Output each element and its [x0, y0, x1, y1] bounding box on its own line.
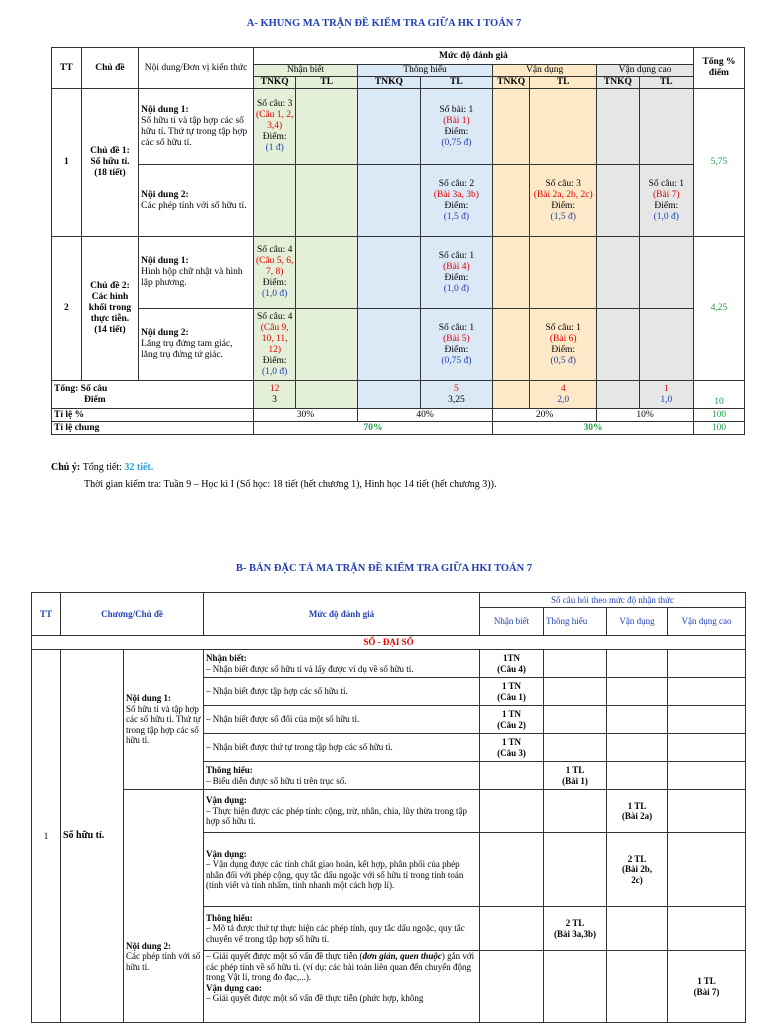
nb-tl-cell	[296, 165, 358, 237]
note-exam-time: Thời gian kiểm tra: Tuần 9 – Học kì I (Số học: 18 tiết (hết chương 1), Hình học 14 tiết (hết chương 3)).	[84, 479, 497, 490]
th-tl-cell: Số câu: 1 (Bài 4) Điểm: (1,0 đ)	[420, 237, 492, 309]
level-cell: Vận dụng: – Vận dụng được các tính chất giao hoán, kết hợp, phân phối của phép nhân đối với phép cộng, quy tắc dấu ngoặc với số hữu tỉ trong tính toán (tính viết và tính nhẩm, tính nhanh một cách hợp lí).	[204, 833, 480, 907]
level-cell: Thông hiểu: – Mô tả được thứ tự thực hiện các phép tính, quy tắc dấu ngoặc, quy tắc chuyển vế trong tập hợp số hữu tỉ.	[204, 907, 480, 951]
level-cell: Vận dụng: – Thực hiện được các phép tính: cộng, trừ, nhân, chia, lũy thừa trong tập hợp số hữu tỉ.	[204, 790, 480, 833]
totals-nb: 12 3	[253, 381, 296, 409]
content-cell: Nội dung 1: Hình hộp chữ nhật và hình lập phương.	[139, 237, 254, 309]
vdc-cell: 1 TL (Bài 7)	[668, 951, 746, 1023]
col-level: Mức độ đánh giá	[204, 593, 480, 636]
vd-tnkq-cell	[493, 89, 530, 165]
nb-cell: 1TN (Câu 4)	[480, 650, 544, 678]
vdc-tnkq-cell	[597, 165, 640, 237]
col-total: Tổng % điểm	[693, 48, 744, 89]
vdc-tl-cell	[639, 237, 693, 309]
level-th: Thông hiểu	[358, 65, 493, 77]
vd-tl-cell	[530, 89, 597, 165]
spec-table	[31, 592, 746, 1023]
ratio-label: Tỉ lệ %	[52, 409, 254, 422]
level-cell: Thông hiểu: – Biểu diễn được số hữu tỉ trên trục số.	[204, 762, 480, 790]
level-vd: Vận dụng	[493, 65, 597, 77]
nb-tnkq-cell: Số câu: 4 (Câu 5, 6, 7, 8) Điểm: (1,0 đ)	[253, 237, 296, 309]
level-vdc: Vận dụng cao	[597, 65, 694, 77]
vd-cell: 1 TL (Bài 2a)	[607, 790, 668, 833]
totals-label: Tổng: Số câu Điểm	[52, 381, 254, 409]
section-a-title: A- KHUNG MA TRẬN ĐỀ KIỂM TRA GIỮA HK I TOÁN 7	[246, 18, 522, 29]
th-tl-cell: Số câu: 2 (Bài 3a, 3b) Điểm: (1,5 đ)	[420, 165, 492, 237]
level-cell: Nhận biết: – Nhận biết được số hữu tỉ và lấy được ví dụ về số hữu tỉ.	[204, 650, 480, 678]
vd-tnkq-cell	[493, 309, 530, 381]
col-tt: TT	[32, 593, 61, 636]
ratio-nb: 30%	[253, 409, 357, 422]
note-total-hours: Chú ý: Tổng tiết: 32 tiết.	[51, 462, 154, 473]
th-tl-cell: Số bài: 1 (Bài 1) Điểm: (0,75 đ)	[420, 89, 492, 165]
matrix-table	[51, 47, 745, 435]
row-topic: Chủ đề 1: Số hữu tỉ. (18 tiết)	[81, 89, 138, 237]
th-tl-cell: Số câu: 1 (Bài 5) Điểm: (0,75 đ)	[420, 309, 492, 381]
col-th: Thông hiểu	[544, 608, 607, 636]
ratio-common-total: 100	[693, 422, 744, 435]
vdc-tl-cell	[639, 309, 693, 381]
row-total: 4,25	[693, 237, 744, 381]
section-b-title: B- BẢN ĐẶC TẢ MA TRẬN ĐỀ KIỂM TRA GIỮA HKI TOÁN 7	[235, 563, 533, 574]
sub-tl: TL	[420, 77, 492, 89]
vd-tnkq-cell	[493, 237, 530, 309]
th-tnkq-cell	[358, 89, 421, 165]
content-cell: Nội dung 2: Lăng trụ đứng tam giác, lăng trụ đứng tứ giác.	[139, 309, 254, 381]
totals-grand: 10	[693, 381, 744, 409]
sub-tl: TL	[296, 77, 358, 89]
vdc-tnkq-cell	[597, 309, 640, 381]
nb-tl-cell	[296, 237, 358, 309]
nb-cell: 1 TN (Câu 3)	[480, 734, 544, 762]
nb-tl-cell	[296, 309, 358, 381]
sub-tnkq: TNKQ	[253, 77, 296, 89]
vdc-tl-cell	[639, 89, 693, 165]
level-cell: – Nhận biết được tập hợp các số hữu tỉ.	[204, 678, 480, 706]
th-tnkq-cell	[358, 165, 421, 237]
ratio-vd: 20%	[493, 409, 597, 422]
vd-cell: 2 TL (Bài 2b, 2c)	[607, 833, 668, 907]
col-tt: TT	[52, 48, 82, 89]
nb-tnkq-cell: Số câu: 3 (Câu 1, 2, 3,4) Điểm: (1 đ)	[253, 89, 296, 165]
row-topic: Số hữu tỉ.	[61, 650, 124, 1023]
vdc-tl-cell: Số câu: 1 (Bài 7) Điểm: (1,0 đ)	[639, 165, 693, 237]
th-tnkq-cell	[358, 309, 421, 381]
content-cell: Nội dung 2: Các phép tính với số hữu tỉ.	[139, 165, 254, 237]
vdc-tnkq-cell	[597, 237, 640, 309]
row-tt: 1	[52, 89, 82, 237]
level-nb: Nhận biết	[253, 65, 357, 77]
th-tnkq-cell	[358, 237, 421, 309]
col-topic: Chủ đề	[81, 48, 138, 89]
level-cell: – Nhận biết được thứ tự trong tập hợp các số hữu tỉ.	[204, 734, 480, 762]
nb-cell: 1 TN (Câu 1)	[480, 678, 544, 706]
col-topic: Chương/Chủ đề	[61, 593, 204, 636]
th-cell: 2 TL (Bài 3a,3b)	[544, 907, 607, 951]
ratio-common-label: Tỉ lệ chung	[52, 422, 254, 435]
totals-vd: 4 2,0	[530, 381, 597, 409]
ratio-vdc: 10%	[597, 409, 694, 422]
sub-tnkq: TNKQ	[597, 77, 640, 89]
sub-tl: TL	[639, 77, 693, 89]
nb-tl-cell	[296, 89, 358, 165]
nd1-cell: Nội dung 1: Số hữu tỉ và tập hợp các số hữu tỉ. Thứ tự trong tập hợp các số hữu tỉ.	[124, 650, 204, 790]
vd-tl-cell: Số câu: 1 (Bài 6) Điểm: (0,5 đ)	[530, 309, 597, 381]
sub-tnkq: TNKQ	[358, 77, 421, 89]
totals-th: 5 3,25	[420, 381, 492, 409]
level-cell: – Giải quyết được một số vấn đề thực tiễn (đơn giản, quen thuộc) gắn với các phép tính về số hữu tỉ. (ví dụ: các bài toán liên quan đến chuyển động trong Vật lí, trong đo đạc,...). Vận dụng cao: – Giải quyết được một số vấn đề thực tiễn (phức hợp, không	[204, 951, 480, 1023]
content-cell: Nội dung 1: Số hữu tỉ và tập hợp các số hữu tỉ. Thứ tự trong tập hợp các số hữu tỉ.	[139, 89, 254, 165]
nb-tnkq-cell: Số câu: 4 (Câu 9, 10, 11, 12) Điểm: (1,0 đ)	[253, 309, 296, 381]
col-group: Số câu hỏi theo mức độ nhận thức	[480, 593, 746, 608]
col-vdc: Vận dụng cao	[668, 608, 746, 636]
sub-tnkq: TNKQ	[493, 77, 530, 89]
ratio-total: 100	[693, 409, 744, 422]
vd-tl-cell: Số câu: 3 (Bài 2a, 2b, 2c) Điểm: (1,5 đ)	[530, 165, 597, 237]
col-levels: Mức độ đánh giá	[253, 48, 693, 65]
th-cell: 1 TL (Bài 1)	[544, 762, 607, 790]
row-total: 5,75	[693, 89, 744, 237]
col-vd: Vận dụng	[607, 608, 668, 636]
ratio-th: 40%	[358, 409, 493, 422]
col-content: Nội dung/Đơn vị kiến thức	[139, 48, 254, 89]
vdc-tnkq-cell	[597, 89, 640, 165]
row-tt: 1	[32, 650, 61, 1023]
vd-tnkq-cell	[493, 165, 530, 237]
ratio-common-right: 30%	[493, 422, 694, 435]
totals-vdc: 1 1,0	[639, 381, 693, 409]
ratio-common-left: 70%	[253, 422, 492, 435]
sub-tl: TL	[530, 77, 597, 89]
vd-tl-cell	[530, 237, 597, 309]
nb-cell: 1 TN (Câu 2)	[480, 706, 544, 734]
section-row: SỐ - ĐẠI SỐ	[32, 636, 746, 650]
row-tt: 2	[52, 237, 82, 381]
col-nb: Nhận biết	[480, 608, 544, 636]
nb-tnkq-cell	[253, 165, 296, 237]
level-cell: – Nhận biết được số đối của một số hữu tỉ.	[204, 706, 480, 734]
nd2-cell: Nội dung 2: Các phép tính với số hữu tỉ.	[124, 790, 204, 1023]
row-topic: Chủ đề 2: Các hình khối trong thực tiễn. (14 tiết)	[81, 237, 138, 381]
